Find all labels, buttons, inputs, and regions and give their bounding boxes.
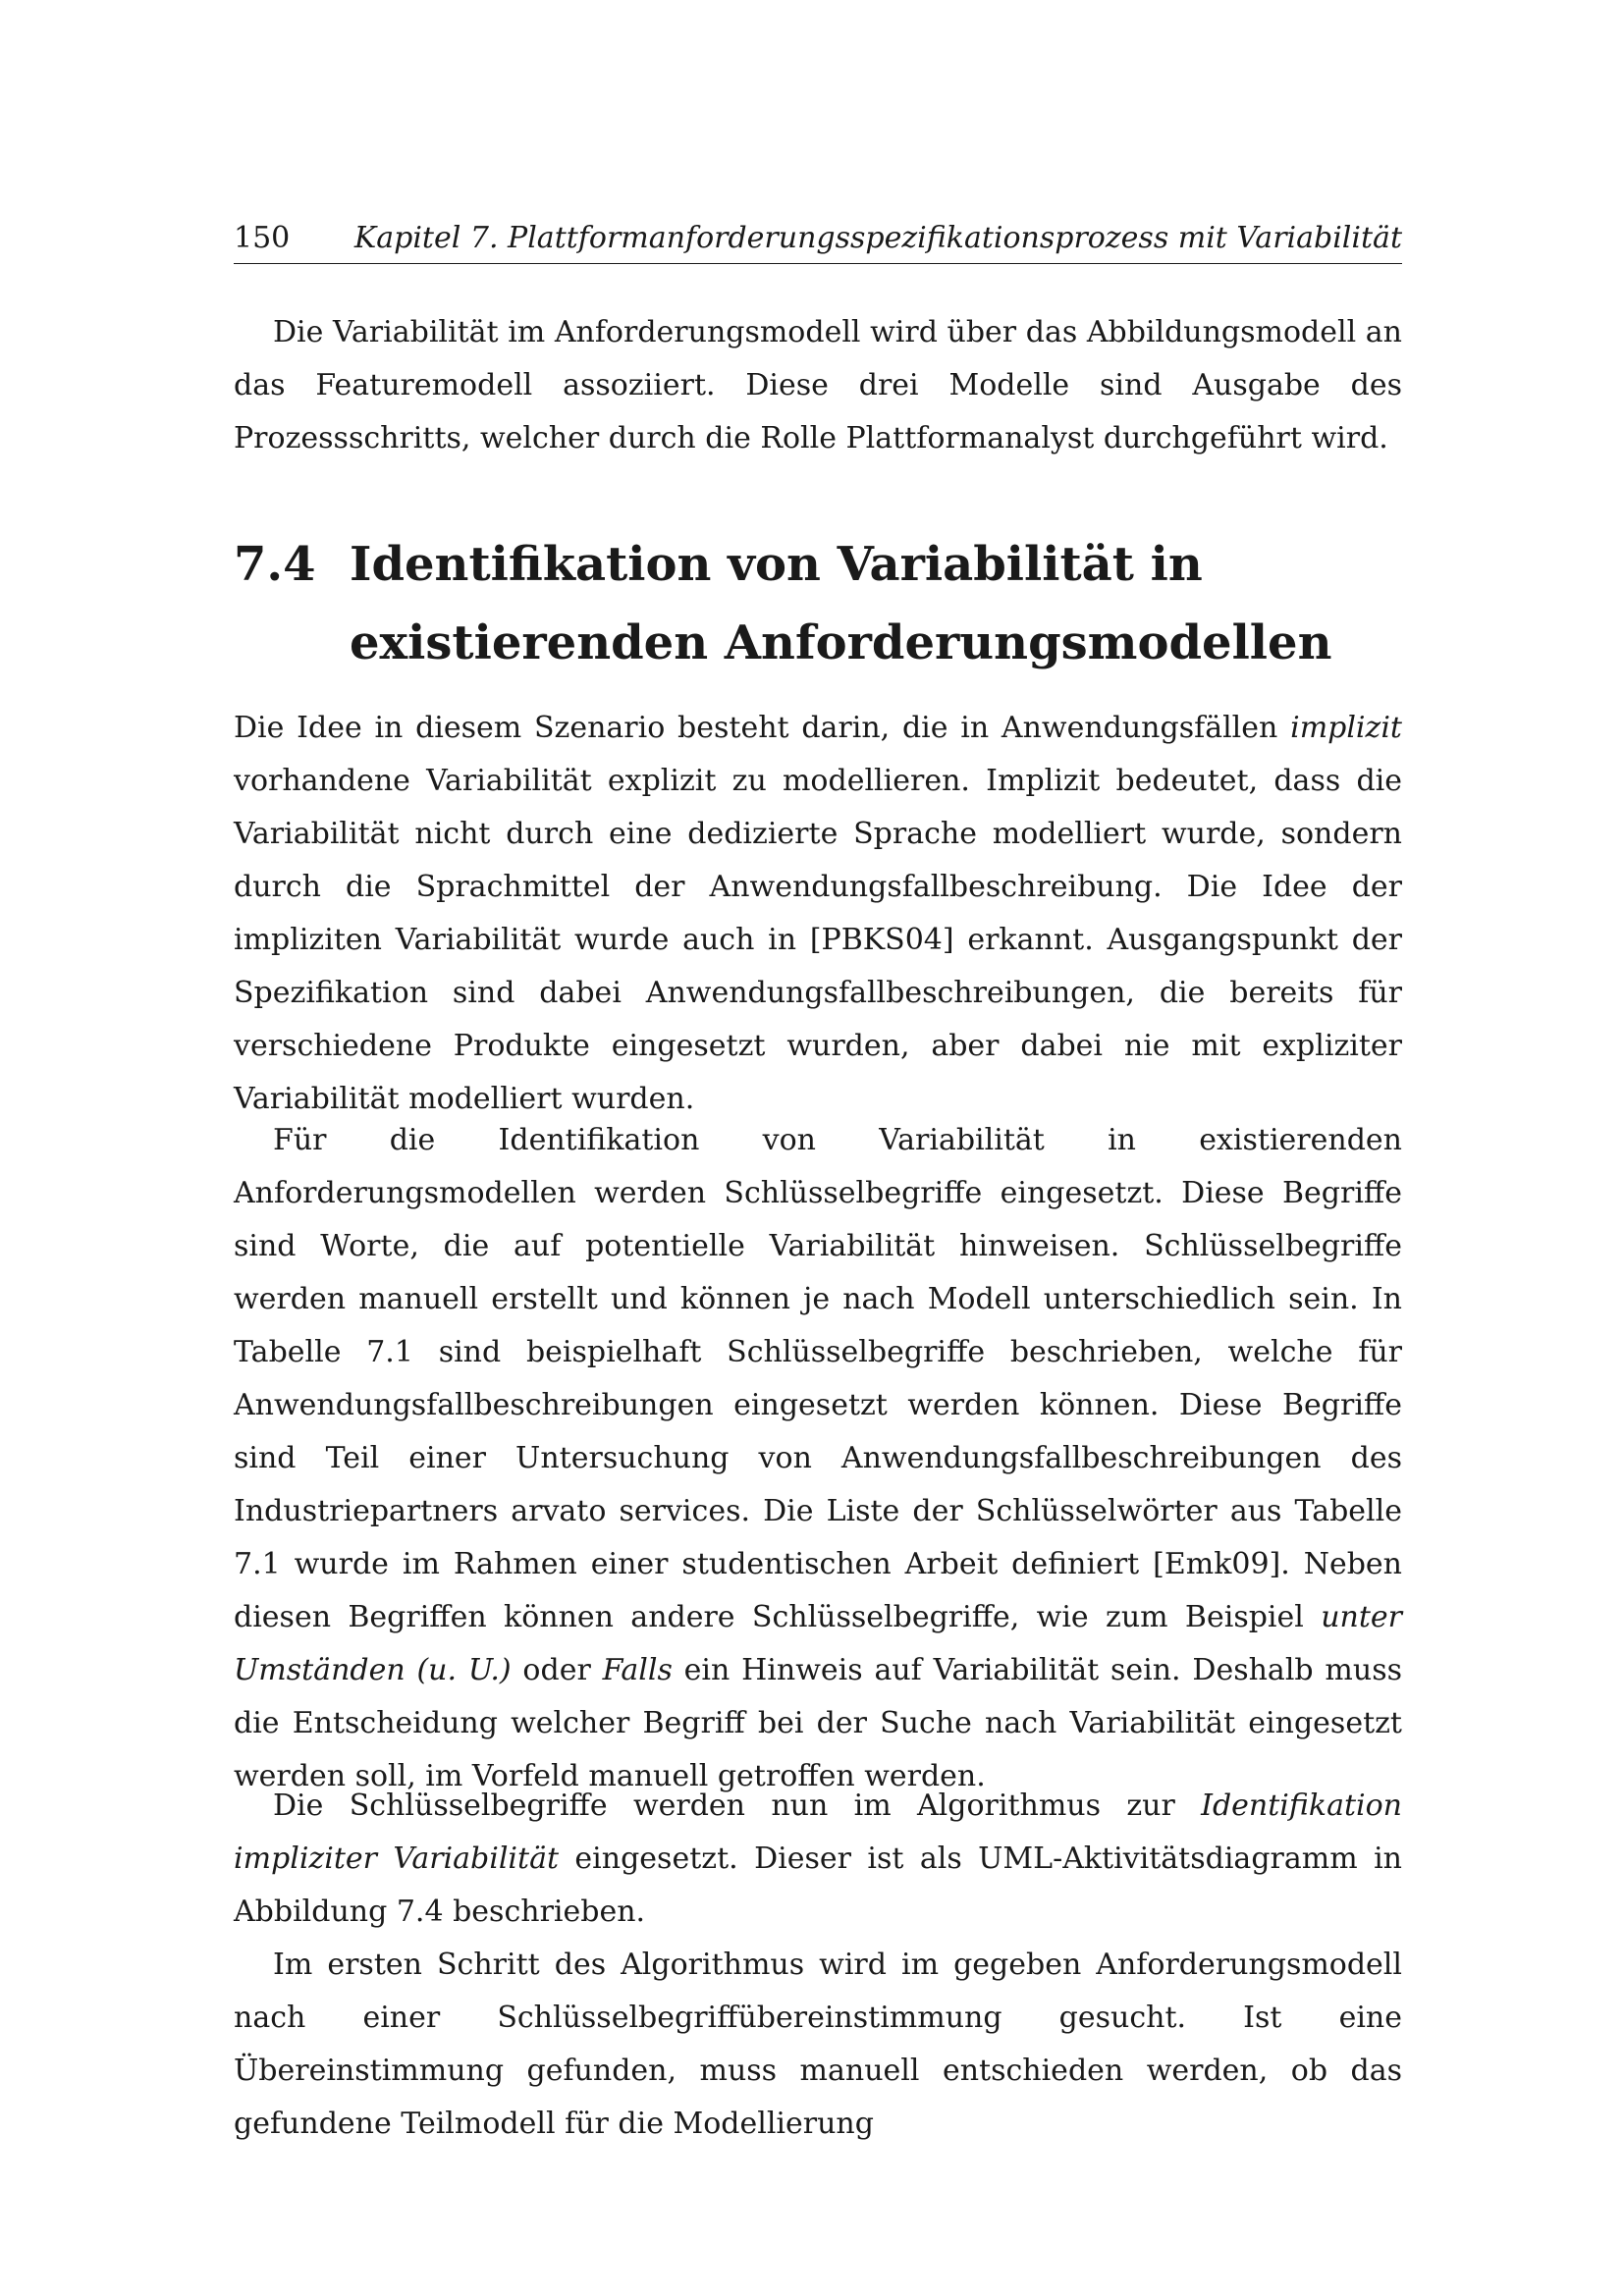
paragraph-2-text-b: oder — [511, 1653, 603, 1687]
section-heading — [234, 525, 1402, 682]
paragraph-2-emphasis-1: unter Umständen (u. U.) — [234, 1600, 1402, 1687]
page-number: 150 — [234, 221, 291, 255]
paragraph-2-text-a: Für die Identifikation von Variabilität in existierenden Anforderungsmodellen werden Schlüsselbegriffe eingesetzt. Diese Begriffe sind Worte, die auf potentielle Variabilität hinweisen. Schlüsselbegriffe werden manuell erstellt und können je nach Modell unterschiedlich sein. In Tabelle 7.1 sind beispielhaft Schlüsselbegriffe beschrieben, welche für Anwendungsfallbeschreibungen eingesetzt werden können. Diese Begriffe sind Teil einer Untersuchung von Anwendungsfallbeschreibungen des Industriepartners arvato services. Die Liste der Schlüsselwörter aus Tabelle 7.1 wurde im Rahmen einer studentischen Arbeit definiert [Emk09]. Neben diesen Begriffen können andere Schlüsselbegriffe, wie zum Beispiel — [234, 1123, 1402, 1634]
paragraph-2-text-c: ein Hinweis auf Variabilität sein. Deshalb muss die Entscheidung welcher Begriff bei der Suche nach Variabilität eingesetzt werden soll, im Vorfeld manuell getroffen werden. — [234, 1653, 1402, 1793]
running-header — [234, 214, 1402, 264]
paragraph-1-text-b: vorhandene Variabilität explizit zu modellieren. Implizit bedeutet, dass die Variabilität nicht durch eine dedizierte Sprache modelliert wurde, sondern durch die Sprachmittel der Anwendungsfallbeschreibung. Die Idee der impliziten Variabilität wurde auch in [PBKS04] erkannt. Ausgangspunkt der Spezifikation sind dabei Anwendungsfallbeschreibungen, die bereits für verschiedene Produkte eingesetzt wurden, aber dabei nie mit expliziter Variabilität modelliert wurden. — [234, 764, 1402, 1116]
section-number: 7.4 — [234, 537, 316, 592]
paragraph-2-emphasis-2: Falls — [602, 1653, 673, 1687]
paragraph-3-emphasis: Identifikation impliziter Variabilität — [234, 1789, 1402, 1876]
paragraph-3 — [234, 1780, 1402, 1939]
paragraph-3-text-a: Die Schlüsselbegriffe werden nun im Algorithmus zur — [273, 1789, 1202, 1823]
paragraph-4: Im ersten Schritt des Algorithmus wird im gegeben Anforderungsmodell nach einer Schlüsselbegriffübereinstimmung gesucht. Ist eine Übereinstimmung gefunden, muss manuell entschieden werden, ob das gefundene Teilmodell für die Modellierung — [234, 1948, 1402, 2141]
paragraph-1 — [234, 702, 1402, 1126]
paragraph-3-text-b: eingesetzt. Dieser ist als UML-Aktivitätsdiagramm in Abbildung 7.4 beschrieben. — [234, 1842, 1402, 1929]
section-title: Identifikation von Variabilität in existierenden Anforderungsmodellen — [350, 537, 1332, 670]
intro-paragraph: Die Variabilität im Anforderungsmodell wird über das Abbildungsmodell an das Featuremodell assoziiert. Diese drei Modelle sind Ausgabe des Prozessschritts, welcher durch die Rolle Plattformanalyst durchgeführt wird. — [234, 315, 1402, 455]
paragraph-2 — [234, 1114, 1402, 1803]
chapter-title: Kapitel 7. Plattformanforderungsspezifikationsprozess mit Variabilität — [353, 221, 1402, 255]
document-page — [234, 0, 1402, 2296]
paragraph-1-emphasis: implizit — [1290, 711, 1402, 745]
paragraph-1-text-a: Die Idee in diesem Szenario besteht darin, die in Anwendungsfällen — [234, 711, 1291, 745]
